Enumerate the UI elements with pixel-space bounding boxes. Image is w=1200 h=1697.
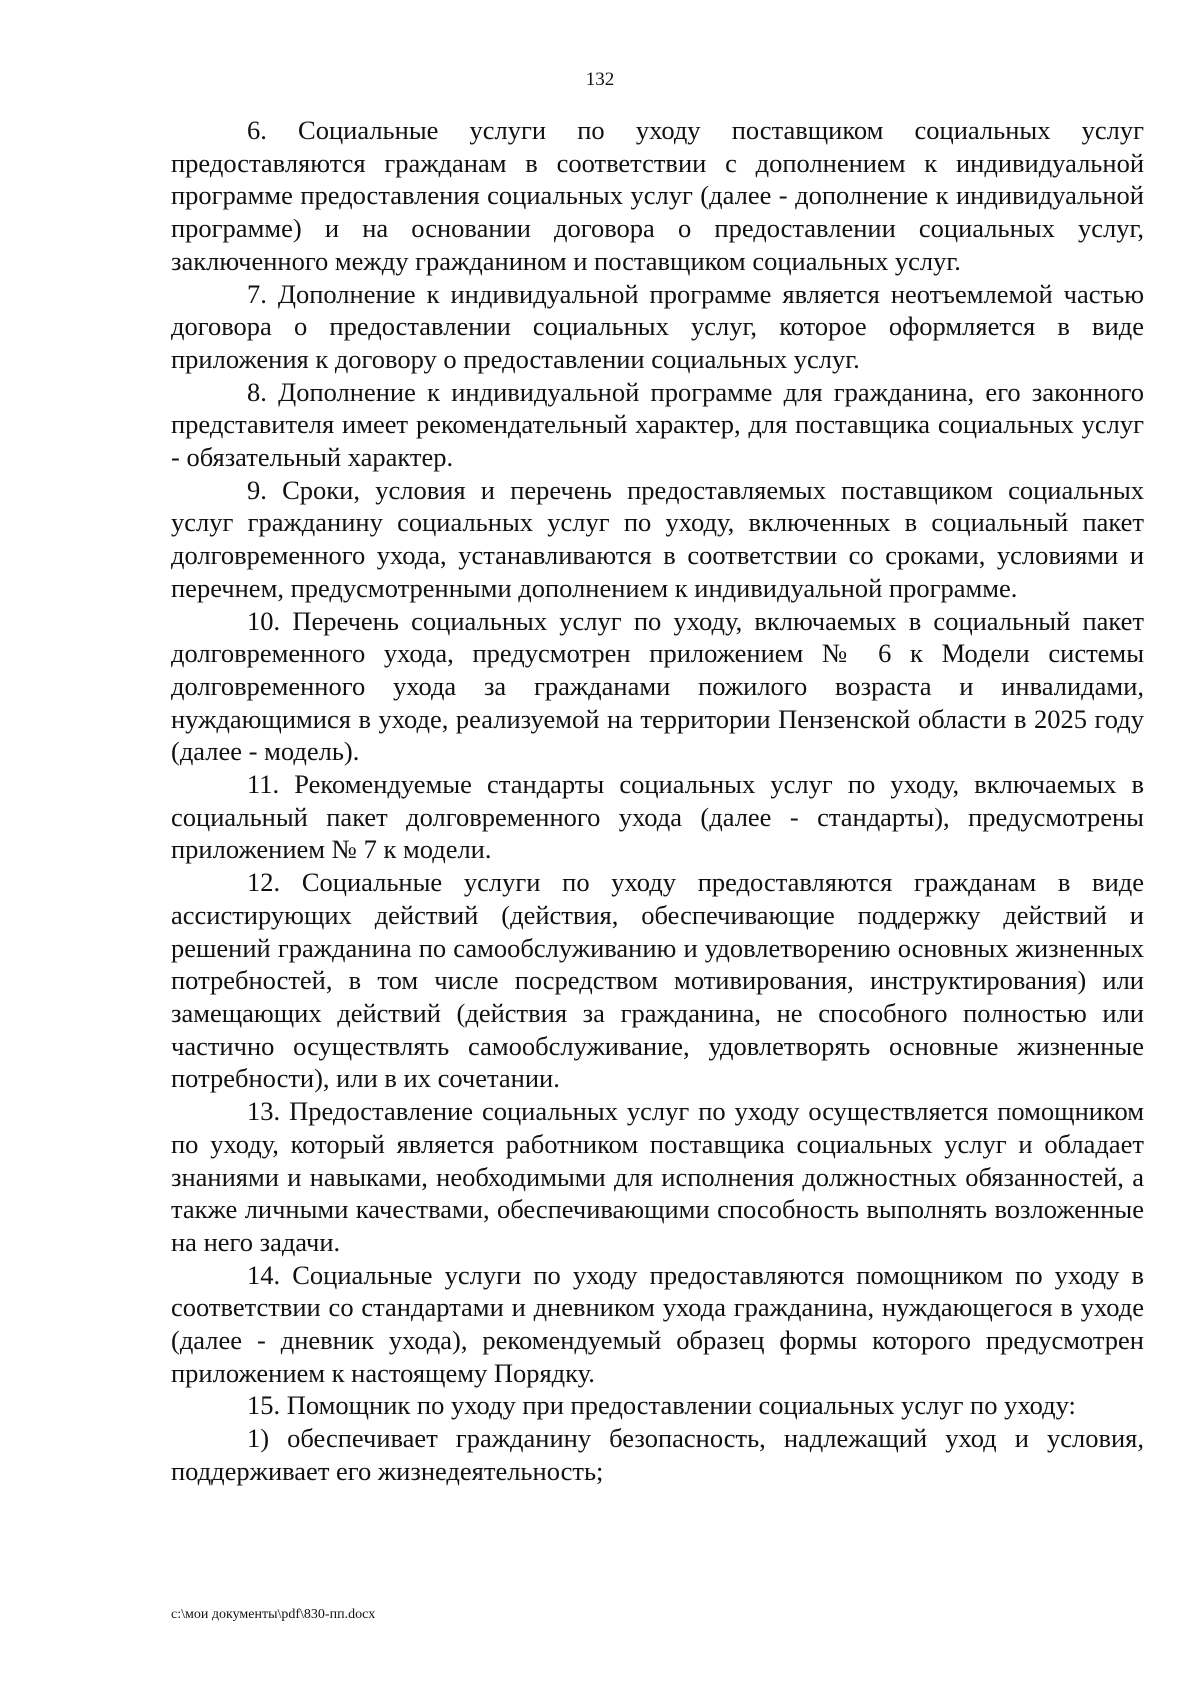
paragraph-15-item-1: 1) обеспечивает гражданину безопасность, надлежащий уход и условия, поддерживает его жизнедеятельность; [171,1423,1144,1486]
paragraph-13: 13. Предоставление социальных услуг по уходу осуществляется помощником по уходу, который является работником поставщика социальных услуг и обладает знаниями и навыками, необходимыми для исполнения должностных обязанностей, а также личными качествами, обеспечивающими способность выполнять возложенные на него задачи. [171,1096,1144,1257]
paragraph-10: 10. Перечень социальных услуг по уходу, включаемых в социальный пакет долговременного ухода, предусмотрен приложением № 6 к Модели системы долговременного ухода за гражданами пожилого возраста и инвалидами, нуждающимися в уходе, реализуемой на территории Пензенской области в 2025 году (далее - модель). [171,605,1144,767]
paragraph-7: 7. Дополнение к индивидуальной программе является неотъемлемой частью договора о предоставлении социальных услуг, которое оформляется в виде приложения к договору о предоставлении социальных услуг. [171,278,1144,374]
document-body [171,114,1144,1488]
paragraph-15: 15. Помощник по уходу при предоставлении социальных услуг по уходу: [247,1390,1076,1421]
paragraph-8: 8. Дополнение к индивидуальной программе для гражданина, его законного представителя имеет рекомендательный характер, для поставщика социальных услуг - обязательный характер. [171,376,1144,473]
paragraph-14: 14. Социальные услуги по уходу предоставляются помощником по уходу в соответствии со стандартами и дневником ухода гражданина, нуждающегося в уходе (далее - дневник ухода), рекомендуемый образец формы которого предусмотрен приложением к настоящему Порядку. [171,1259,1144,1388]
paragraph-9: 9. Сроки, условия и перечень предоставляемых поставщиком социальных услуг гражданину социальных услуг по уходу, включенных в социальный пакет долговременного ухода, устанавливаются в соответствии со сроками, условиями и перечнем, предусмотренными дополнением к индивидуальной программе. [171,474,1144,603]
paragraph-11: 11. Рекомендуемые стандарты социальных услуг по уходу, включаемых в социальный пакет долговременного ухода (далее - стандарты), предусмотрены приложением № 7 к модели. [171,769,1144,865]
paragraph-6: 6. Социальные услуги по уходу поставщиком социальных услуг предоставляются гражданам в соответствии с дополнением к индивидуальной программе предоставления социальных услуг (далее - дополнение к индивидуальной программе) и на основании договора о предоставлении социальных услуг, заключенного между гражданином и поставщиком социальных услуг. [171,115,1144,276]
paragraph-12: 12. Социальные услуги по уходу предоставляются гражданам в виде ассистирующих действий (действия, обеспечивающие поддержку действий и решений гражданина по самообслуживанию и удовлетворению основных жизненных потребностей, в том числе посредством мотивирования, инструктирования) или замещающих действий (действия за гражданина, не способного полностью или частично осуществлять самообслуживание, удовлетворять основные жизненные потребности), или в их сочетании. [171,867,1144,1094]
page-number: 132 [585,69,615,90]
footer-file-path: c:\мои документы\pdf\830-пп.docx [171,1607,376,1622]
